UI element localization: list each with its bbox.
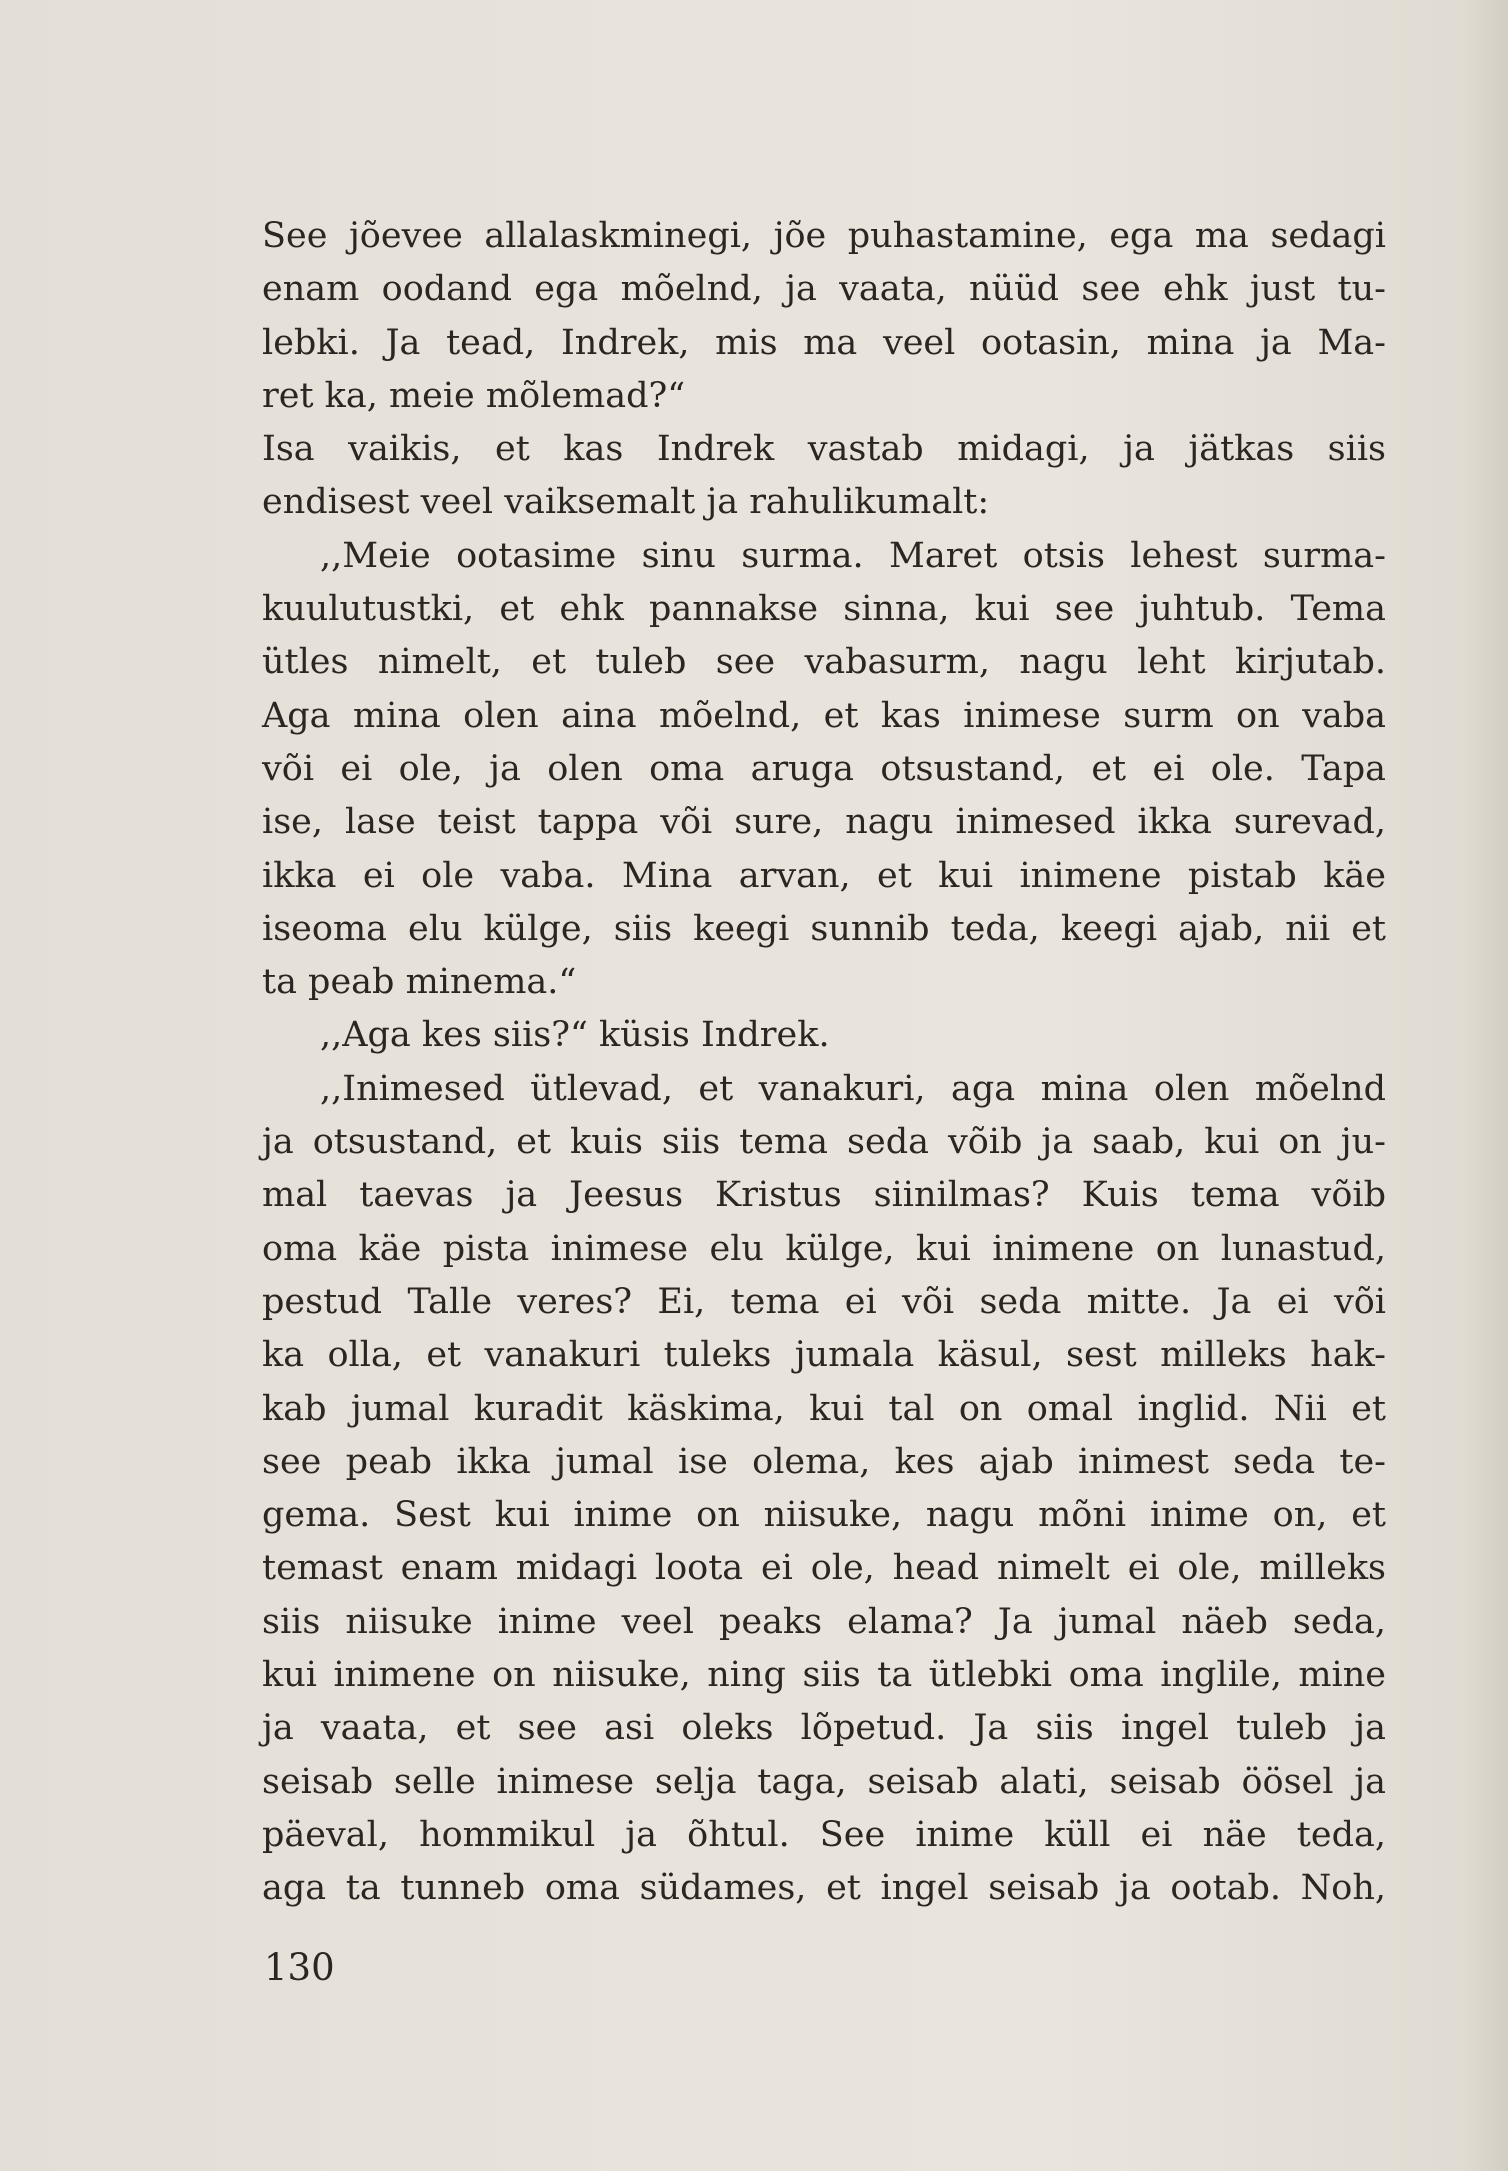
- text-line: või ei ole, ja olen oma aruga otsustand, et ei ole. Tapa: [262, 748, 1386, 789]
- text-line: temast enam midagi loota ei ole, head nimelt ei ole, milleks: [262, 1548, 1386, 1589]
- text-line: kab jumal kuradit käskima, kui tal on omal inglid. Nii et: [262, 1388, 1386, 1429]
- text-line: siis niisuke inime veel peaks elama? Ja jumal näeb seda,: [262, 1601, 1386, 1642]
- text-line: päeval, hommikul ja õhtul. See inime küll ei näe teda,: [262, 1814, 1386, 1855]
- text-line: ja vaata, et see asi oleks lõpetud. Ja siis ingel tuleb ja: [262, 1708, 1386, 1749]
- body-text: [262, 210, 1386, 1916]
- text-line: ta peab minema.“: [262, 962, 577, 1003]
- text-line: kui inimene on niisuke, ning siis ta ütlebki oma inglile, mine: [262, 1655, 1386, 1696]
- text-line: seisab selle inimese selja taga, seisab alati, seisab öösel ja: [262, 1761, 1386, 1802]
- text-line: mal taevas ja Jeesus Kristus siinilmas? Kuis tema võib: [262, 1175, 1386, 1216]
- text-line: ja otsustand, et kuis siis tema seda võib ja saab, kui on ju-: [262, 1122, 1386, 1163]
- text-line: aga ta tunneb oma südames, et ingel seisab ja ootab. Noh,: [262, 1868, 1386, 1909]
- text-line: ütles nimelt, et tuleb see vabasurm, nagu leht kirjutab.: [262, 642, 1386, 683]
- text-line: ,,Aga kes siis?“ küsis Indrek.: [320, 1015, 830, 1056]
- text-line: ret ka, meie mõlemad?“: [262, 375, 686, 416]
- text-line: ikka ei ole vaba. Mina arvan, et kui inimene pistab käe: [262, 855, 1386, 896]
- text-line: gema. Sest kui inime on niisuke, nagu mõni inime on, et: [262, 1495, 1386, 1536]
- text-line: Isa vaikis, et kas Indrek vastab midagi, ja jätkas siis: [262, 429, 1386, 470]
- text-line: lebki. Ja tead, Indrek, mis ma veel ootasin, mina ja Ma-: [262, 322, 1386, 363]
- text-line: endisest veel vaiksemalt ja rahulikumalt:: [262, 482, 990, 523]
- text-line: iseoma elu külge, siis keegi sunnib teda, keegi ajab, nii et: [262, 908, 1386, 949]
- text-line: ,,Inimesed ütlevad, et vanakuri, aga mina olen mõelnd: [320, 1068, 1386, 1109]
- text-line: ,,Meie ootasime sinu surma. Maret otsis lehest surma-: [320, 535, 1386, 576]
- text-line: ka olla, et vanakuri tuleks jumala käsul, sest milleks hak-: [262, 1335, 1386, 1376]
- text-line: oma käe pista inimese elu külge, kui inimene on lunastud,: [262, 1228, 1386, 1269]
- text-line: see peab ikka jumal ise olema, kes ajab inimest seda te-: [262, 1441, 1386, 1482]
- text-line: pestud Talle veres? Ei, tema ei või seda mitte. Ja ei või: [262, 1281, 1386, 1322]
- page-number: 130: [264, 1946, 335, 1989]
- text-line: See jõevee allalaskminegi, jõe puhastamine, ega ma sedagi: [262, 216, 1386, 256]
- text-line: enam oodand ega mõelnd, ja vaata, nüüd see ehk just tu-: [262, 269, 1386, 310]
- text-line: ise, lase teist tappa või sure, nagu inimesed ikka surevad,: [262, 802, 1386, 843]
- text-line: kuulutustki, et ehk pannakse sinna, kui see juhtub. Tema: [262, 589, 1386, 630]
- text-line: Aga mina olen aina mõelnd, et kas inimese surm on vaba: [262, 695, 1386, 736]
